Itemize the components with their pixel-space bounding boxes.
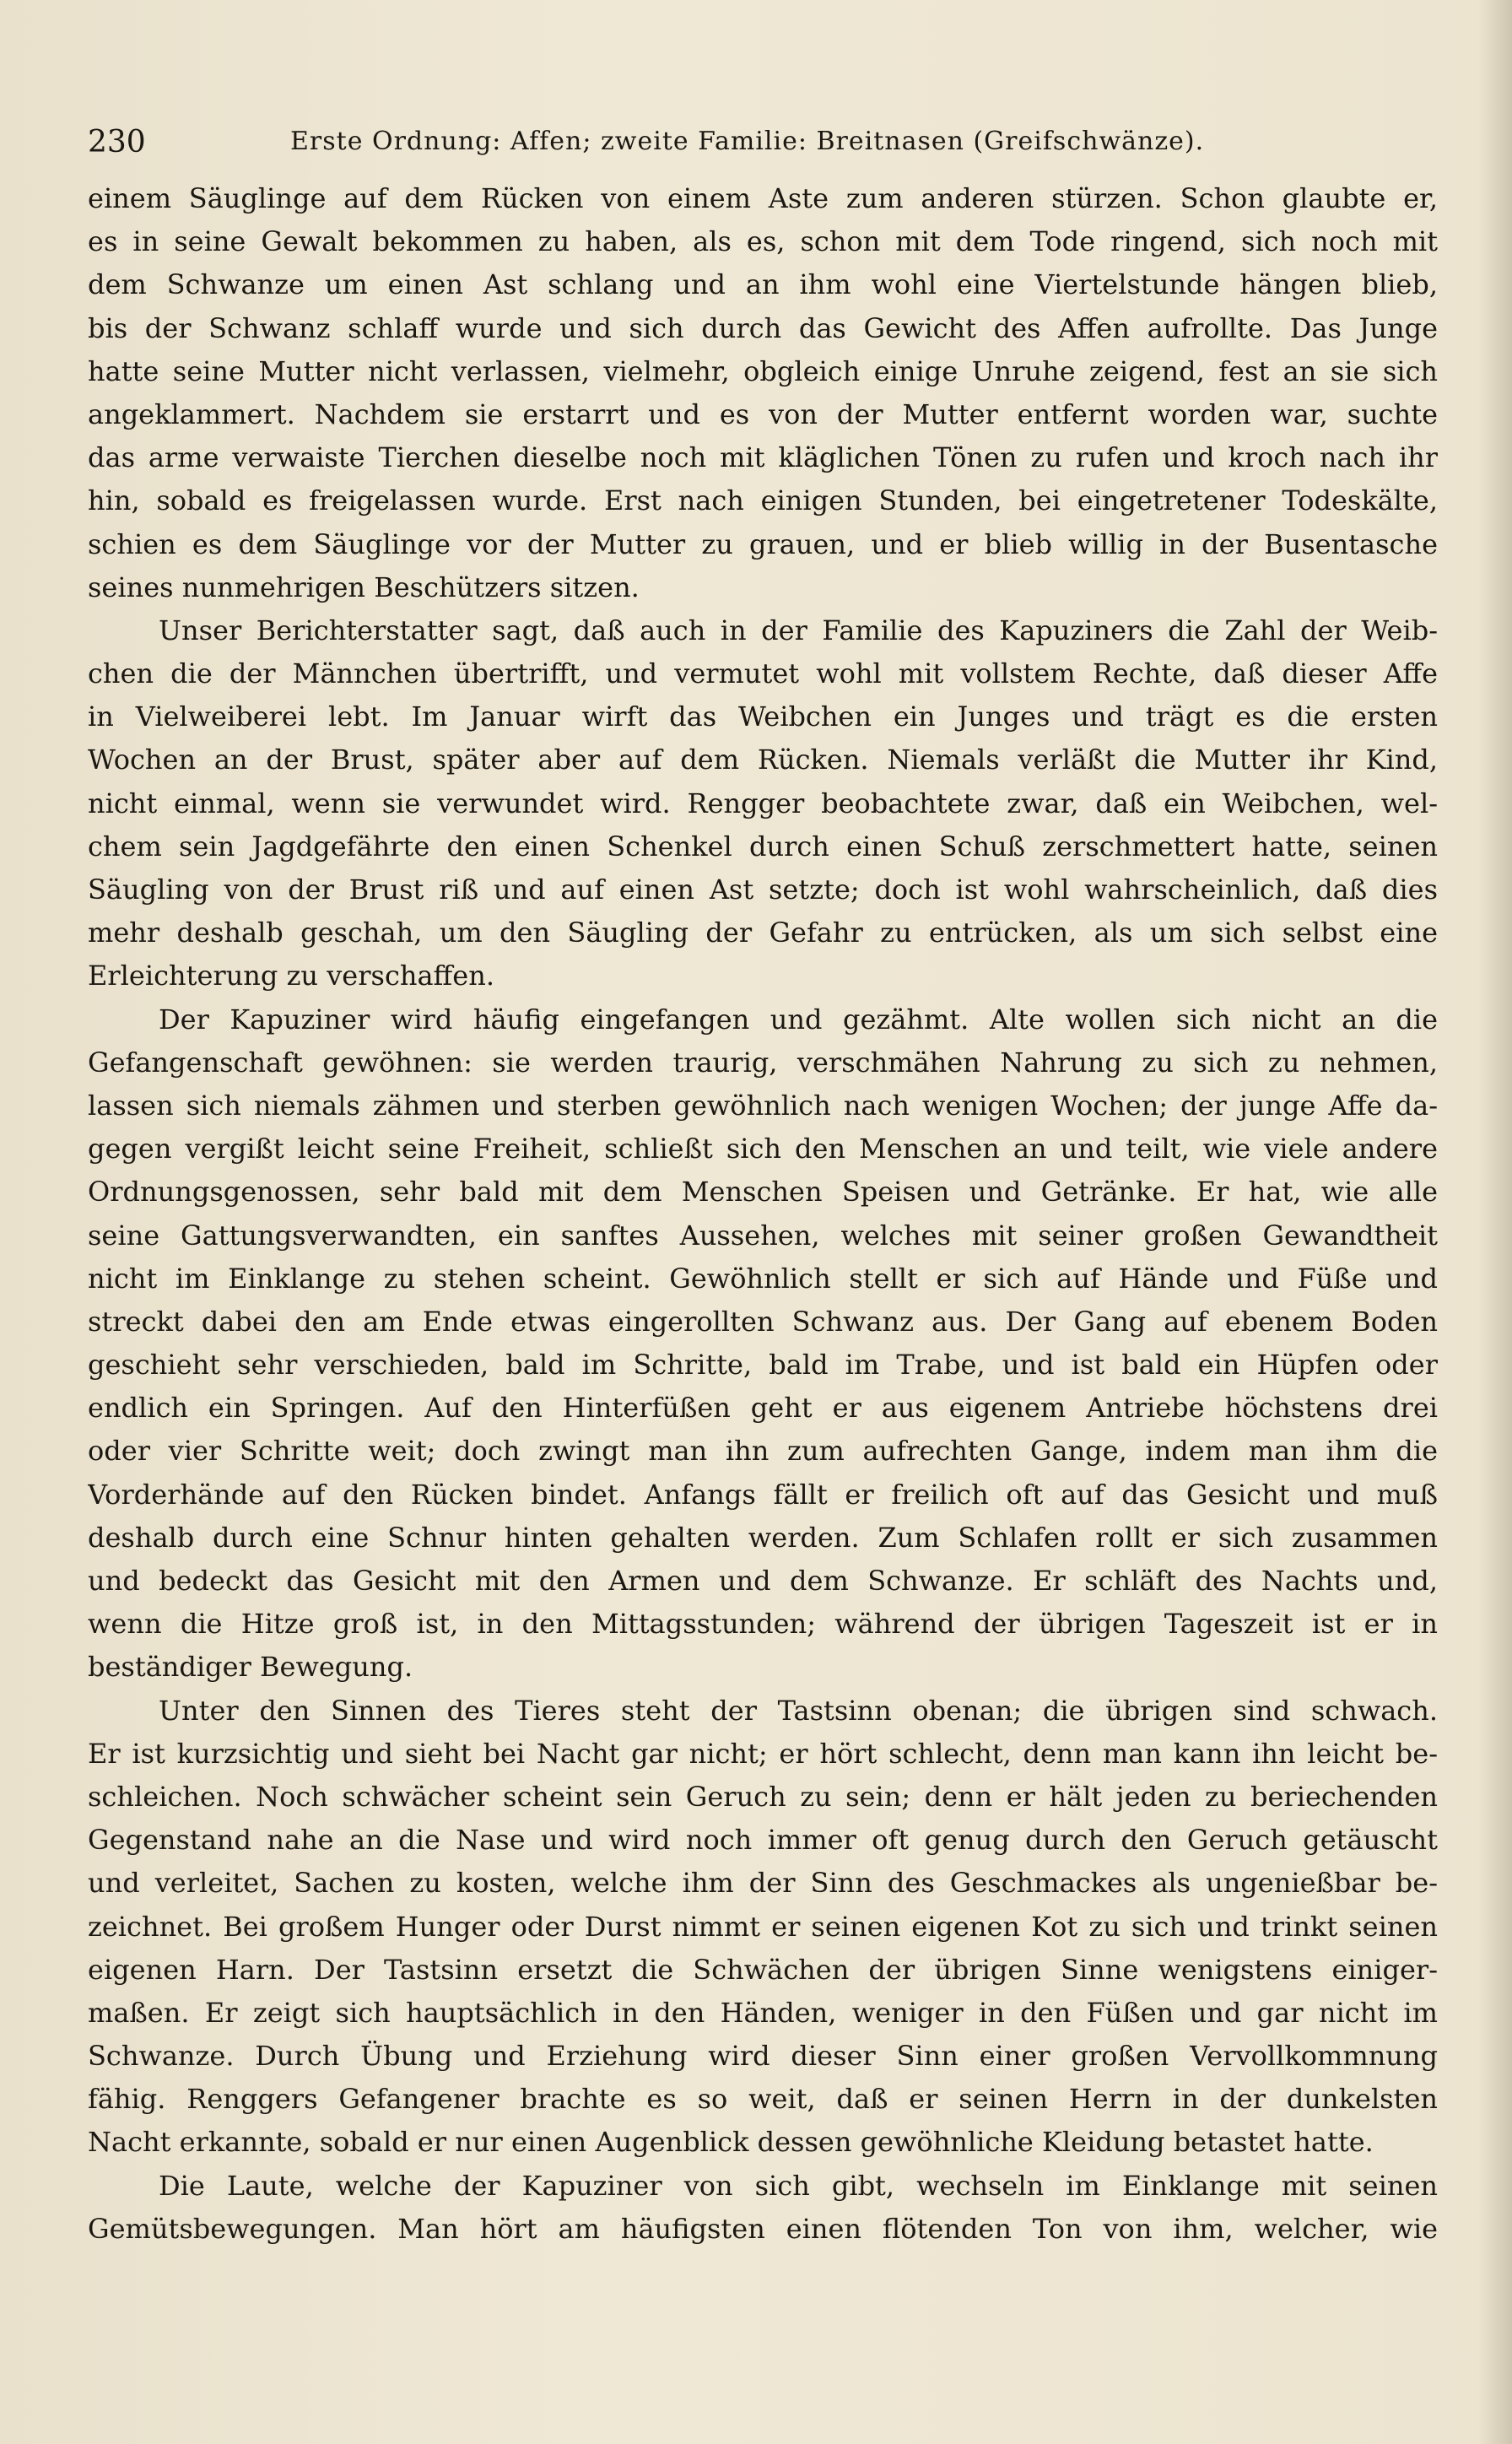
paragraph-first-line: Unser Berichterstatter sagt, daß auch in der Familie des Kapuziners die Zahl der Weib-: [159, 614, 1438, 646]
text-line: dem Schwanze um einen Ast schlang und an ihm wohl eine Viertelstunde hängen blieb,: [88, 268, 1438, 301]
text-line: das arme verwaiste Tierchen dieselbe noch mit kläglichen Tönen zu rufen und kroch nach ihr: [88, 441, 1438, 474]
text-line: Vorderhände auf den Rücken bindet. Anfangs fällt er freilich oft auf das Gesicht und muß: [88, 1478, 1438, 1511]
text-line: Säugling von der Brust riß und auf einen Ast setzte; doch ist wohl wahrscheinlich, daß dies: [88, 873, 1438, 906]
text-line: schleichen. Noch schwächer scheint sein Geruch zu sein; denn er hält jeden zu beriechenden: [88, 1780, 1438, 1813]
running-head: Erste Ordnung: Affen; zweite Familie: Breitnasen (Greifschwänze).: [290, 127, 1205, 156]
text-line: Gefangenschaft gewöhnen: sie werden traurig, verschmähen Nahrung zu sich zu nehmen,: [88, 1046, 1438, 1079]
text-line: Nacht erkannte, sobald er nur einen Augenblick dessen gewöhnliche Kleidung betastet hatte.: [88, 2126, 1374, 2159]
text-line: beständiger Bewegung.: [88, 1651, 413, 1684]
text-line: geschieht sehr verschieden, bald im Schritte, bald im Trabe, und ist bald ein Hüpfen oder: [88, 1349, 1438, 1382]
text-line: Gemütsbewegungen. Man hört am häufigsten einen flötenden Ton von ihm, welcher, wie: [88, 2212, 1438, 2245]
text-line: Schwanze. Durch Übung und Erziehung wird dieser Sinn einer großen Vervollkommnung: [88, 2040, 1438, 2073]
text-line: mehr deshalb geschah, um den Säugling der Gefahr zu entrücken, als um sich selbst eine: [88, 916, 1438, 949]
text-line: seine Gattungsverwandten, ein sanftes Aussehen, welches mit seiner großen Gewandtheit: [88, 1219, 1438, 1252]
text-line: gegen vergißt leicht seine Freiheit, schließt sich den Menschen an und teilt, wie viele andere: [88, 1133, 1438, 1165]
text-line: chen die der Männchen übertrifft, und vermutet wohl mit vollstem Rechte, daß dieser Affe: [88, 657, 1438, 690]
text-line: fähig. Renggers Gefangener brachte es so weit, daß er seinen Herrn in der dunkelsten: [88, 2083, 1438, 2116]
text-line: nicht einmal, wenn sie verwundet wird. Rengger beobachtete zwar, daß ein Weibchen, wel-: [88, 787, 1438, 819]
text-line: Wochen an der Brust, später aber auf dem Rücken. Niemals verläßt die Mutter ihr Kind,: [88, 743, 1438, 776]
text-line: wenn die Hitze groß ist, in den Mittagsstunden; während der übrigen Tageszeit ist er in: [88, 1608, 1438, 1641]
text-line: angeklammert. Nachdem sie erstarrt und es von der Mutter entfernt worden war, suchte: [88, 397, 1438, 430]
text-line: Er ist kurzsichtig und sieht bei Nacht gar nicht; er hört schlecht, denn man kann ihn leicht be-: [88, 1737, 1438, 1770]
text-line: streckt dabei den am Ende etwas eingerollten Schwanz aus. Der Gang auf ebenem Boden: [88, 1305, 1438, 1338]
text-line: nicht im Einklange zu stehen scheint. Gewöhnlich stellt er sich auf Hände und Füße und: [88, 1262, 1438, 1295]
text-line: eigenen Harn. Der Tastsinn ersetzt die Schwächen der übrigen Sinne wenigstens einiger-: [88, 1953, 1438, 1986]
text-line: maßen. Er zeigt sich hauptsächlich in den Händen, weniger in den Füßen und gar nicht im: [88, 1996, 1438, 2029]
text-line: oder vier Schritte weit; doch zwingt man ihn zum aufrechten Gange, indem man ihm die: [88, 1435, 1438, 1468]
text-line: Ordnungsgenossen, sehr bald mit dem Menschen Speisen und Getränke. Er hat, wie alle: [88, 1176, 1438, 1208]
text-line: einem Säuglinge auf dem Rücken von einem Aste zum anderen stürzen. Schon glaubte er,: [88, 182, 1438, 214]
text-line: bis der Schwanz schlaff wurde und sich durch das Gewicht des Affen aufrollte. Das Junge: [88, 311, 1438, 344]
text-line: hatte seine Mutter nicht verlassen, vielmehr, obgleich einige Unruhe zeigend, fest an sie sich: [88, 354, 1438, 387]
text-line: chem sein Jagdgefährte den einen Schenkel durch einen Schuß zerschmettert hatte, seinen: [88, 830, 1438, 862]
text-line: schien es dem Säuglinge vor der Mutter zu grauen, und er blieb willig in der Busentasche: [88, 527, 1438, 560]
page-gutter-shadow: [1478, 0, 1512, 2444]
text-line: Erleichterung zu verschaffen.: [88, 960, 494, 992]
text-line: deshalb durch eine Schnur hinten gehalten werden. Zum Schlafen rollt er sich zusammen: [88, 1521, 1438, 1554]
text-line: in Vielweiberei lebt. Im Januar wirft das Weibchen ein Junges und trägt es die ersten: [88, 700, 1438, 733]
text-line: es in seine Gewalt bekommen zu haben, als es, schon mit dem Tode ringend, sich noch mit: [88, 225, 1438, 258]
text-line: zeichnet. Bei großem Hunger oder Durst nimmt er seinen eigenen Kot zu sich und trinkt seinen: [88, 1910, 1438, 1943]
paragraph-first-line: Der Kapuziner wird häufig eingefangen und gezähmt. Alte wollen sich nicht an die: [159, 1003, 1438, 1035]
text-line: seines nunmehrigen Beschützers sitzen.: [88, 570, 640, 603]
page-number: 230: [88, 125, 146, 160]
text-line: und bedeckt das Gesicht mit den Armen und dem Schwanze. Er schläft des Nachts und,: [88, 1565, 1438, 1597]
text-line: lassen sich niemals zähmen und sterben gewöhnlich nach wenigen Wochen; der junge Affe da-: [88, 1089, 1438, 1122]
body-text: [88, 177, 1438, 2251]
text-line: und verleitet, Sachen zu kosten, welche ihm der Sinn des Geschmackes als ungenießbar be-: [88, 1867, 1438, 1900]
text-line: endlich ein Springen. Auf den Hinterfüßen geht er aus eigenem Antriebe höchstens drei: [88, 1392, 1438, 1425]
text-line: hin, sobald es freigelassen wurde. Erst nach einigen Stunden, bei eingetretener Todeskälte,: [88, 484, 1438, 517]
page-header: [88, 118, 1438, 165]
paragraph-first-line: Die Laute, welche der Kapuziner von sich gibt, wechseln im Einklange mit seinen: [159, 2169, 1438, 2202]
paragraph-first-line: Unter den Sinnen des Tieres steht der Tastsinn obenan; die übrigen sind schwach.: [159, 1694, 1438, 1727]
text-line: Gegenstand nahe an die Nase und wird noch immer oft genug durch den Geruch getäuscht: [88, 1824, 1438, 1857]
